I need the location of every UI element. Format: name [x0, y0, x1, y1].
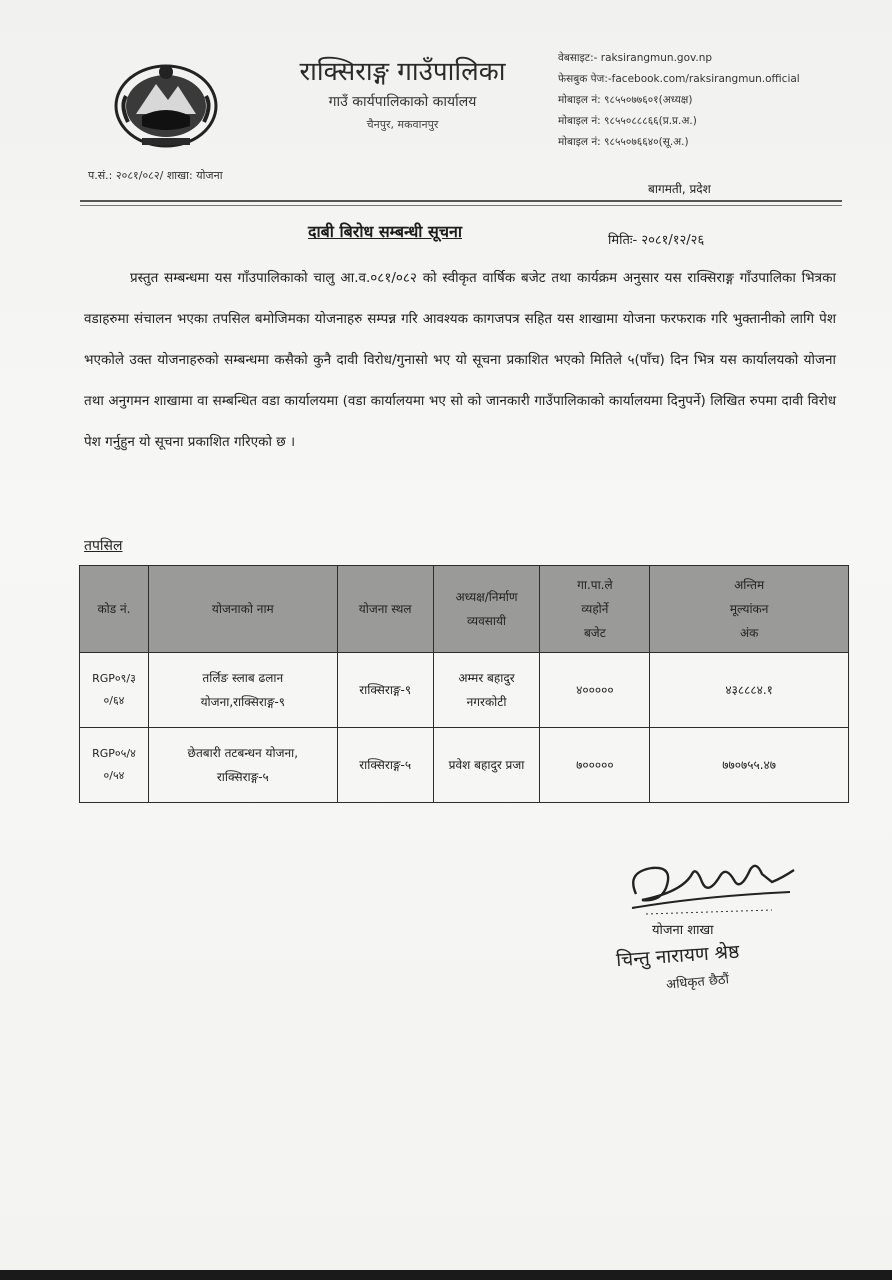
cell-site: राक्सिराङ्ग-५: [337, 728, 433, 803]
contact-block: [558, 48, 858, 153]
mobile-cao: मोबाइल नं: ९८५५०८८८६६(प्र.प्र.अ.): [558, 115, 697, 127]
cell-chair: प्रवेश बहादुर प्रजा: [433, 728, 540, 803]
annex-label: तपसिल: [84, 538, 123, 554]
mobile-info-officer: मोबाइल नं: ९८५५०७६६४०(सू.अ.): [558, 136, 689, 148]
cell-project-name: तर्लिङ स्लाब ढलान योजना,राक्सिराङ्ग-९: [148, 653, 337, 728]
officer-stamp-role: अधिकृत छैठौं: [665, 972, 730, 993]
table-row: [80, 728, 849, 803]
notice-date: मितिः- २०८१/१२/२६: [608, 233, 705, 248]
project-table: [79, 565, 849, 803]
cell-budget: ७०००००: [540, 728, 650, 803]
office-address: चैनपुर, मकवानपुर: [366, 118, 439, 131]
header-divider: [80, 200, 842, 202]
scan-edge: [0, 1270, 892, 1280]
col-code: कोड नं.: [80, 566, 149, 653]
province-label: बागमती, प्रदेश: [648, 182, 711, 196]
cell-site: राक्सिराङ्ग-९: [337, 653, 433, 728]
cell-code: RGP०५/४ ०/५४: [80, 728, 149, 803]
office-name: गाउँ कार्यपालिकाको कार्यालय: [328, 94, 477, 110]
cell-final-valuation: ४३८८८४.१: [650, 653, 849, 728]
col-final-valuation: अन्तिम मूल्यांकन अंक: [650, 566, 849, 653]
website-contact: वेबसाइट:- raksirangmun.gov.np: [558, 52, 713, 64]
col-site: योजना स्थल: [337, 566, 433, 653]
table-header-row: [80, 566, 849, 653]
government-emblem-icon: [112, 56, 220, 148]
notice-body: प्रस्तुत सम्बन्धमा यस गाँउपालिकाको चालु आ.व.०८१/०८२ को स्वीकृत वार्षिक बजेट तथा कार्यक्रम अनुसार यस राक्सिराङ्ग गाँउपालिका भित्रका वडाहरुमा संचालन भएका तपसिल बमोजिमका योजनाहरु सम्पन्न गरि आवश्यक कागजपत्र सहित यस शाखामा योजना फरफराक गरि भुक्तानीको लागि पेश भएकोले उक्त योजनाहरुको सम्बन्धमा कसैको कुनै दावी विरोध/गुनासो भए यो सूचना प्रकाशित भएको मितिले ५(पाँच) दिन भित्र यस कार्यालयको योजना तथा अनुगमन शाखामा वा सम्बन्धित वडा कार्यालयमा (वडा कार्यालयमा भए सो को जानकारी गाउँपालिकाको कार्यालयमा दिनुपर्ने) लिखित रुपमा दावी विरोध पेश गर्नुहुन यो सूचना प्रकाशित गरिएको छ ।: [84, 270, 836, 450]
handwritten-signature: [622, 852, 800, 922]
officer-stamp-name: चिन्तु नारायण श्रेष्ठ: [615, 940, 740, 972]
reference-number: प.सं.: २०८१/०८२/ शाखा: योजना: [88, 169, 223, 182]
header-divider-thin: [80, 205, 842, 206]
cell-final-valuation: ७७०७५५.४७: [650, 728, 849, 803]
signature-department: योजना शाखा: [652, 923, 714, 938]
mobile-chairperson: मोबाइल नं: ९८५५०७७६०१(अध्यक्ष): [558, 94, 693, 106]
col-budget: गा.पा.ले व्यहोर्ने बजेट: [540, 566, 650, 653]
cell-chair: अम्मर बहादुर नगरकोटी: [433, 653, 540, 728]
col-project-name: योजनाको नाम: [148, 566, 337, 653]
cell-code: RGP०९/३ ०/६४: [80, 653, 149, 728]
col-chair: अध्यक्ष/निर्माण व्यवसायी: [433, 566, 540, 653]
facebook-contact: फेसबुक पेज:-facebook.com/raksirangmun.official: [558, 73, 800, 85]
cell-budget: ४०००००: [540, 653, 650, 728]
table-row: [80, 653, 849, 728]
notice-title: दाबी बिरोध सम्बन्धी सूचना: [308, 222, 463, 241]
org-name: राक्सिराङ्ग गाउँपालिका: [299, 57, 506, 87]
cell-project-name: छेतबारी तटबन्धन योजना, राक्सिराङ्ग-५: [148, 728, 337, 803]
